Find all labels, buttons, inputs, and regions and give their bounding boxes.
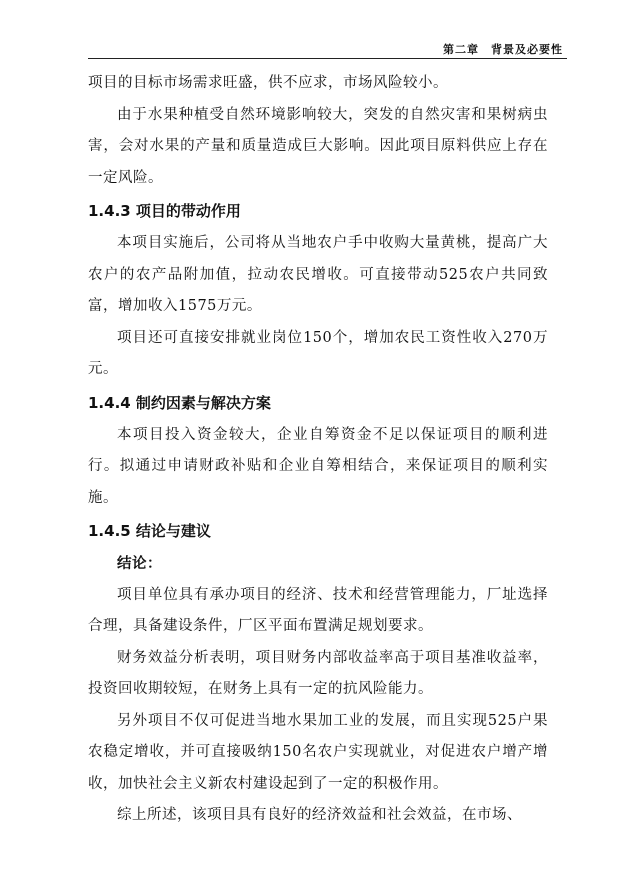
paragraph: 财务效益分析表明，项目财务内部收益率高于项目基准收益率，投资回收期较短，在财务上具有一定的抗风险能力。 [88, 649, 548, 697]
paragraph: 另外项目不仅可促进当地水果加工业的发展，而且实现525户果农稳定增收，并可直接吸纳150名农户实现就业，对促进农户增产增收，加快社会主义新农村建设起到了一定的积极作用。 [88, 712, 548, 792]
section-heading-1-4-3: 1.4.3 项目的带动作用 [88, 202, 241, 220]
document-body [88, 68, 548, 832]
paragraph: 由于水果种植受自然环境影响较大，突发的自然灾害和果树病虫害，会对水果的产量和质量造成巨大影响。因此项目原料供应上存在一定风险。 [88, 106, 548, 186]
paragraph: 本项目投入资金较大，企业自筹资金不足以保证项目的顺利进行。拟通过申请财政补贴和企业自筹相结合，来保证项目的顺利实施。 [88, 426, 548, 506]
paragraph: 项目的目标市场需求旺盛，供不应求，市场风险较小。 [88, 75, 448, 91]
section-heading-1-4-4: 1.4.4 制约因素与解决方案 [88, 393, 271, 412]
conclusion-label: 结论： [117, 555, 162, 572]
paragraph: 本项目实施后，公司将从当地农户手中收购大量黄桃，提高广大农户的农产品附加值，拉动农民增收。可直接带动525农户共同致富，增加收入1575万元。 [88, 235, 548, 314]
section-heading-1-4-5: 1.4.5 结论与建议 [88, 522, 211, 540]
paragraph: 综上所述，该项目具有良好的经济效益和社会效益，在市场、 [117, 807, 522, 823]
page-header [88, 32, 567, 59]
paragraph: 项目还可直接安排就业岗位150个，增加农民工资性收入270万元。 [88, 329, 548, 377]
chapter-title: 第二章 背景及必要性 [443, 43, 563, 56]
paragraph: 项目单位具有承办项目的经济、技术和经营管理能力，厂址选择合理，具备建设条件，厂区平面布置满足规划要求。 [88, 586, 548, 634]
